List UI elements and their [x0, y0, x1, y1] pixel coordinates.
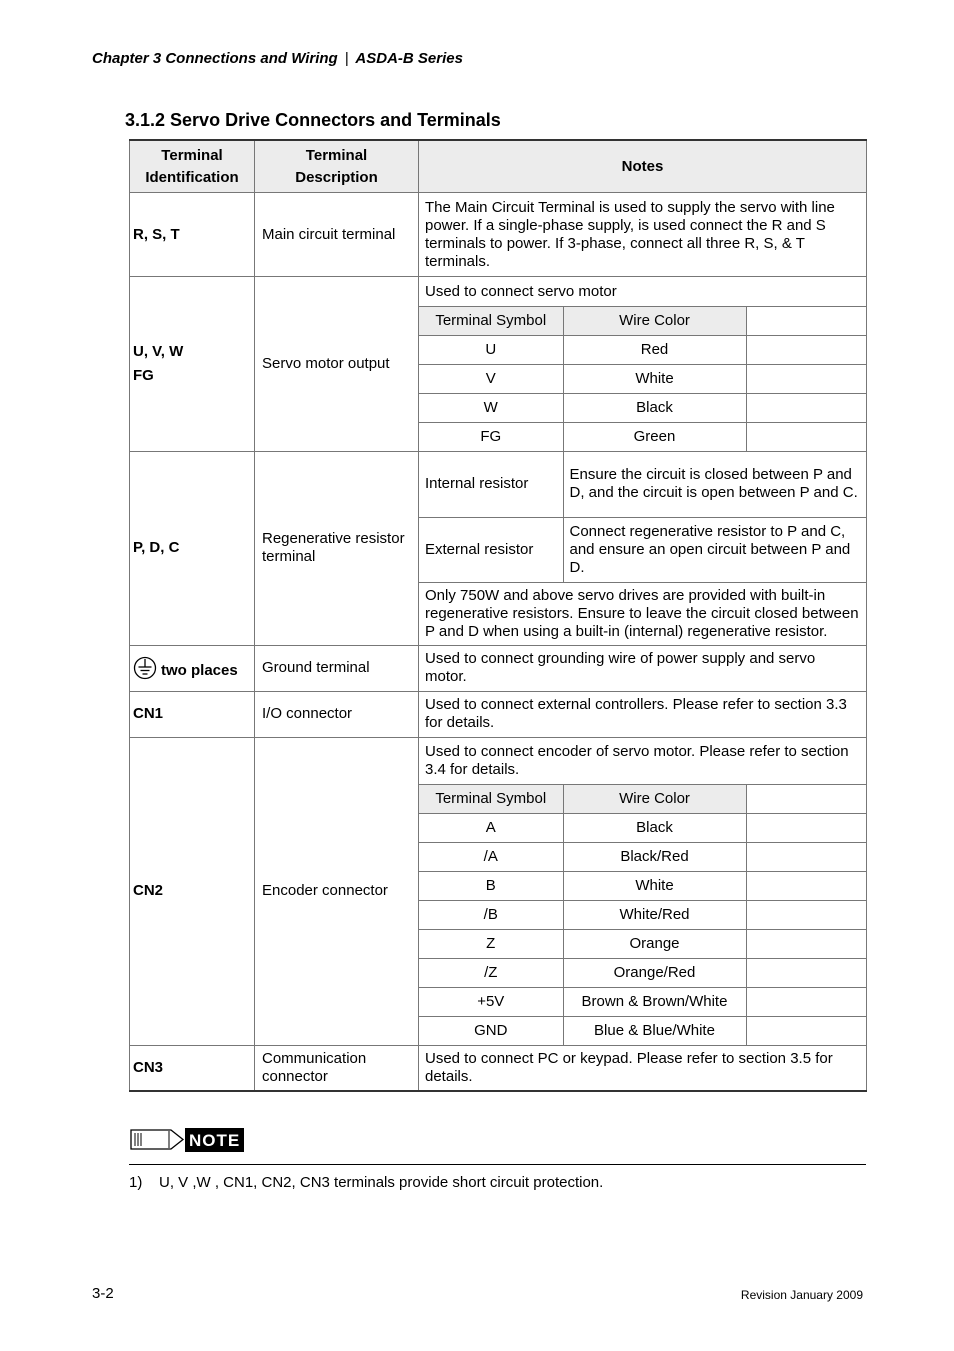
sub-blank-cell: [746, 929, 866, 958]
terminal-notes: Used to connect grounding wire of power supply and servo motor.: [419, 645, 867, 691]
sub-header-symbol: Terminal Symbol: [419, 307, 563, 336]
terminal-description: Encoder connector: [255, 737, 419, 1045]
wire-symbol: W: [419, 394, 563, 423]
sub-header-color: Wire Color: [563, 784, 746, 813]
connectors-table: [129, 139, 867, 1092]
wire-row: [419, 871, 866, 900]
wire-color: Blue & Blue/White: [563, 1016, 746, 1045]
resistor-table: [419, 452, 866, 645]
terminal-id: CN1: [130, 691, 255, 737]
wire-color: Black/Red: [563, 842, 746, 871]
wire-row: [419, 1016, 866, 1045]
wire-symbol: U: [419, 336, 563, 365]
terminal-notes: The Main Circuit Terminal is used to supply the servo with line power. If a single-phase supply, is used connect the R and S terminals to power. If 3-phase, connect all three R, S, & T terminals.: [419, 193, 867, 277]
terminal-notes: [419, 737, 867, 1045]
wire-symbol: B: [419, 871, 563, 900]
col-header-identification: Terminal Identification: [130, 140, 255, 193]
wire-symbol: /B: [419, 900, 563, 929]
table-header-row: [130, 140, 867, 193]
terminal-id: CN2: [130, 737, 255, 1045]
note-divider: [129, 1164, 866, 1165]
terminal-description: Ground terminal: [255, 645, 419, 691]
wire-color: Green: [563, 423, 746, 452]
notes-intro: Used to connect servo motor: [419, 277, 866, 307]
wire-color-table: [419, 277, 866, 451]
terminal-id: [130, 277, 255, 452]
table-row: [130, 277, 867, 452]
wire-symbol: V: [419, 365, 563, 394]
terminal-notes: Used to connect external controllers. Please refer to section 3.3 for details.: [419, 691, 867, 737]
terminal-notes: [419, 452, 867, 646]
table-row: [130, 645, 867, 691]
wire-row: [419, 336, 866, 365]
internal-resistor-label: Internal resistor: [419, 452, 563, 517]
wire-color: Brown & Brown/White: [563, 987, 746, 1016]
note-label: NOTE: [185, 1128, 244, 1152]
arrow-note-icon: [129, 1127, 185, 1152]
wire-row: [419, 842, 866, 871]
section-title: 3.1.2 Servo Drive Connectors and Terminals: [125, 110, 501, 130]
revision-date: Revision January 2009: [740, 1288, 863, 1302]
wire-color: Red: [563, 336, 746, 365]
sub-header-symbol: Terminal Symbol: [419, 784, 563, 813]
wire-row: [419, 987, 866, 1016]
sub-blank-cell: [746, 900, 866, 929]
sub-blank-cell: [746, 784, 866, 813]
wire-row: [419, 958, 866, 987]
terminal-description: Servo motor output: [255, 277, 419, 452]
terminal-id: P, D, C: [130, 452, 255, 646]
series-title: ASDA-B Series: [355, 50, 463, 67]
terminal-id: R, S, T: [130, 193, 255, 277]
page-number: 3-2: [92, 1285, 114, 1302]
wire-row: [419, 423, 866, 452]
sub-blank-cell: [746, 394, 866, 423]
header-separator: |: [344, 50, 349, 67]
terminal-description: Main circuit terminal: [255, 193, 419, 277]
table-row: [130, 452, 867, 646]
internal-resistor-note: Ensure the circuit is closed between P and D, and the circuit is open between P and C.: [563, 452, 866, 517]
sub-blank-cell: [746, 987, 866, 1016]
terminal-id: CN3: [130, 1045, 255, 1091]
sub-header-color: Wire Color: [563, 307, 746, 336]
note-badge: [129, 1127, 866, 1152]
builtin-resistor-note: Only 750W and above servo drives are provided with built-in regenerative resistors. Ensure to leave the circuit closed between P and D when using a built-in (internal) regenerative resistor.: [419, 582, 866, 645]
sub-blank-cell: [746, 958, 866, 987]
table-row: [130, 691, 867, 737]
wire-color: White: [563, 871, 746, 900]
note-item: 1) U, V ,W , CN1, CN2, CN3 terminals provide short circuit protection.: [129, 1174, 604, 1191]
terminal-description: Communication connector: [255, 1045, 419, 1091]
sub-blank-cell: [746, 1016, 866, 1045]
col-header-description: Terminal Description: [255, 140, 419, 193]
terminal-id-line: FG: [133, 367, 154, 384]
sub-blank-cell: [746, 842, 866, 871]
sub-blank-cell: [746, 423, 866, 452]
terminal-id-line: U, V, W: [133, 343, 184, 360]
wire-row: [419, 929, 866, 958]
wire-color: White: [563, 365, 746, 394]
wire-symbol: GND: [419, 1016, 563, 1045]
sub-blank-cell: [746, 365, 866, 394]
wire-color: White/Red: [563, 900, 746, 929]
wire-row: [419, 813, 866, 842]
wire-row: [419, 394, 866, 423]
sub-blank-cell: [746, 307, 866, 336]
encoder-wire-table: [419, 738, 866, 1045]
table-row: [130, 1045, 867, 1091]
terminal-id: [130, 645, 255, 691]
col-header-notes: Notes: [419, 140, 867, 193]
terminal-notes: [419, 277, 867, 452]
terminal-description: I/O connector: [255, 691, 419, 737]
wire-color: Black: [563, 813, 746, 842]
wire-row: [419, 900, 866, 929]
ground-icon: [133, 656, 157, 680]
table-row: [130, 737, 867, 1045]
sub-blank-cell: [746, 813, 866, 842]
chapter-header: [92, 50, 463, 67]
wire-symbol: /A: [419, 842, 563, 871]
sub-blank-cell: [746, 336, 866, 365]
wire-color: Black: [563, 394, 746, 423]
terminal-notes: Used to connect PC or keypad. Please refer to section 3.5 for details.: [419, 1045, 867, 1091]
wire-color: Orange/Red: [563, 958, 746, 987]
note-section: [129, 1127, 866, 1191]
terminal-description: Regenerative resistor terminal: [255, 452, 419, 646]
wire-row: [419, 365, 866, 394]
external-resistor-label: External resistor: [419, 517, 563, 582]
external-resistor-note: Connect regenerative resistor to P and C, and ensure an open circuit between P and D.: [563, 517, 866, 582]
wire-symbol: Z: [419, 929, 563, 958]
notes-intro: Used to connect encoder of servo motor. Please refer to section 3.4 for details.: [419, 738, 866, 785]
sub-blank-cell: [746, 871, 866, 900]
wire-color: Orange: [563, 929, 746, 958]
wire-symbol: FG: [419, 423, 563, 452]
wire-symbol: A: [419, 813, 563, 842]
wire-symbol: +5V: [419, 987, 563, 1016]
ground-id-label: two places: [161, 662, 238, 679]
chapter-title: Chapter 3 Connections and Wiring: [92, 50, 338, 67]
table-row: [130, 193, 867, 277]
wire-symbol: /Z: [419, 958, 563, 987]
